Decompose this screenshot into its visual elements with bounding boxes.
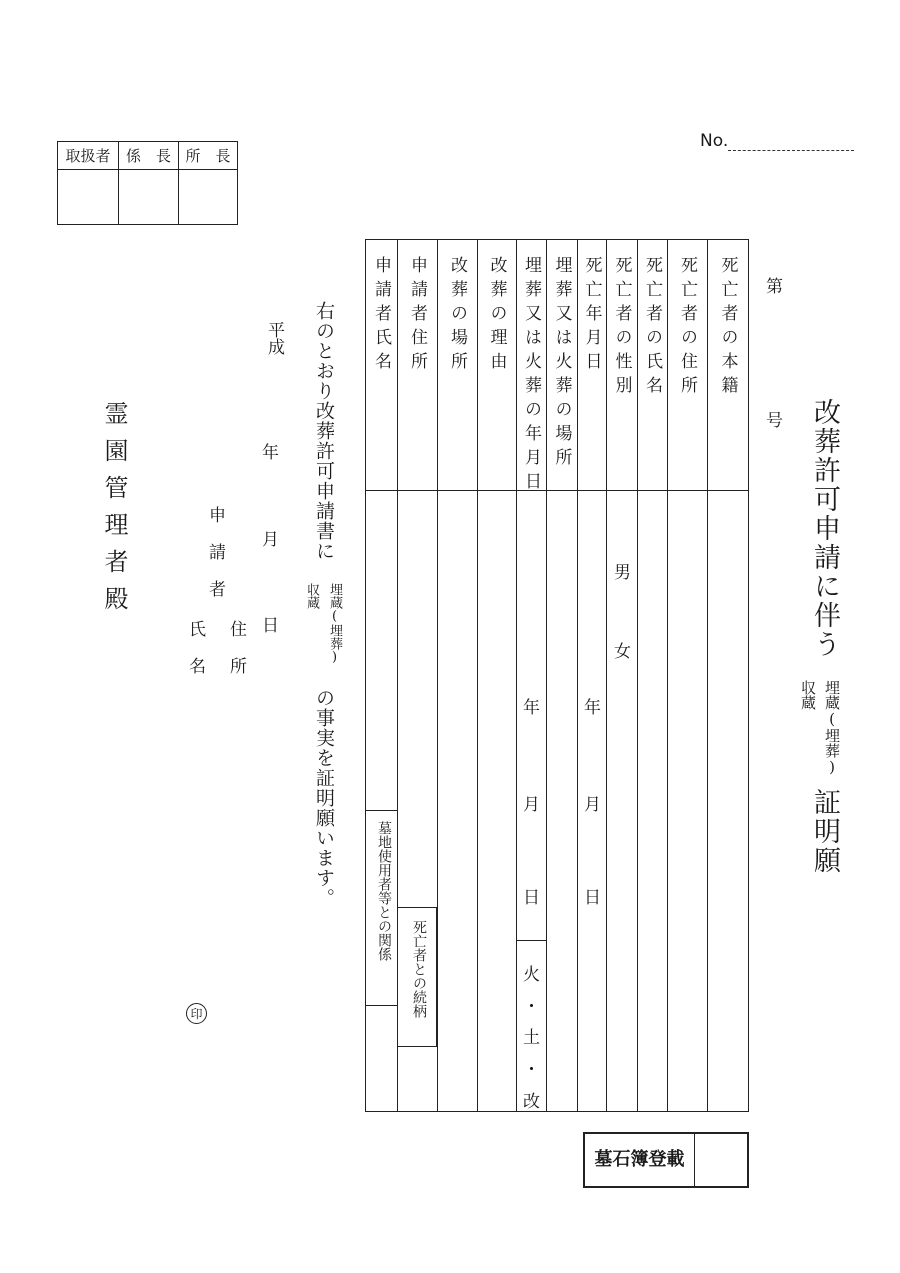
approval-header-chief: 係 長 — [119, 142, 179, 170]
title-option-top: 埋蔵(埋葬) — [823, 680, 841, 776]
column-deceased-address[interactable] — [667, 240, 707, 1111]
statement-option-bottom: 収蔵 — [304, 583, 319, 609]
column-death-date[interactable] — [577, 240, 606, 1111]
column-deceased-name[interactable] — [637, 240, 667, 1111]
column-label: 改葬の理由 — [486, 256, 507, 376]
date-year: 年 — [262, 443, 279, 463]
burial-method-dot: ・ — [523, 997, 540, 1017]
approval-header-handler: 取扱者 — [58, 142, 119, 170]
tombstone-register-field[interactable] — [695, 1134, 747, 1186]
sex-option-male[interactable]: 男 — [614, 563, 631, 583]
title-option-bottom: 収蔵 — [799, 680, 817, 710]
number-prefix: 第 — [766, 277, 783, 297]
number-suffix: 号 — [766, 411, 783, 431]
column-deceased-domicile[interactable] — [707, 240, 748, 1111]
column-label: 死亡年月日 — [581, 256, 602, 376]
seal-mark[interactable]: 印 — [186, 1003, 207, 1024]
column-label: 申請者住所 — [407, 256, 427, 376]
burial-method-fire[interactable]: 火 — [523, 965, 540, 985]
death-date-year: 年 — [584, 698, 601, 718]
date-month: 月 — [262, 530, 279, 550]
column-reburial-place[interactable] — [437, 240, 477, 1111]
death-date-month: 月 — [584, 795, 601, 815]
column-deceased-sex[interactable] — [606, 240, 637, 1111]
approval-header-director: 所 長 — [179, 142, 237, 170]
column-label: 申請者氏名 — [371, 256, 391, 376]
relation-to-deceased-label: 死亡者との続柄 — [411, 920, 427, 1018]
applicant-address-label: 住所 — [226, 620, 246, 694]
relation-to-grave-user-box[interactable] — [366, 810, 397, 1006]
statement-option-top: 埋蔵(埋葬) — [327, 583, 342, 665]
relation-to-grave-user-label: 墓地使用者等との関係 — [376, 821, 392, 961]
burial-method-dot: ・ — [523, 1060, 540, 1080]
burial-method-earth[interactable]: 土 — [523, 1028, 540, 1048]
column-label: 死亡者の住所 — [677, 256, 697, 400]
relation-to-deceased-box[interactable] — [397, 907, 437, 1047]
burial-date-year: 年 — [523, 698, 540, 718]
date-day: 日 — [262, 616, 279, 636]
death-date-day: 日 — [584, 888, 601, 908]
form-title: 改葬許可申請に伴う — [809, 398, 840, 659]
column-label: 死亡者の性別 — [611, 256, 632, 400]
column-label: 死亡者の本籍 — [717, 256, 738, 400]
approval-stamp-box — [57, 141, 238, 225]
burial-date-day: 日 — [523, 888, 540, 908]
column-label: 埋葬又は火葬の場所 — [551, 256, 572, 472]
column-label: 改葬の場所 — [447, 256, 467, 376]
tombstone-register-box — [583, 1132, 749, 1188]
approval-stamp-handler[interactable] — [58, 170, 119, 224]
applicant-label: 申請者 — [205, 506, 225, 617]
burial-method-reburial[interactable]: 改 — [523, 1092, 540, 1112]
applicant-name-label: 氏名 — [185, 620, 205, 694]
column-label: 埋葬又は火葬の年月日 — [521, 256, 541, 496]
form-number-label: No. — [700, 131, 729, 151]
date-era: 平成 — [264, 321, 284, 355]
tombstone-register-label: 墓石簿登載 — [585, 1134, 695, 1186]
column-reburial-reason[interactable] — [477, 240, 516, 1111]
burial-method-divider — [516, 940, 546, 941]
form-title-end: 証明願 — [809, 788, 840, 875]
burial-date-month: 月 — [523, 795, 540, 815]
sex-option-female[interactable]: 女 — [614, 642, 631, 662]
form-number-field[interactable] — [728, 150, 854, 151]
statement-before: 右のとおり改葬許可申請書に — [313, 301, 335, 561]
column-label: 死亡者の氏名 — [642, 256, 662, 400]
addressee: 霊園管理者殿 — [100, 401, 128, 623]
header-divider — [366, 490, 748, 491]
application-grid — [365, 239, 749, 1112]
statement-after: の事実を証明願います。 — [313, 688, 335, 908]
column-burial-date[interactable] — [516, 240, 546, 1111]
column-burial-place[interactable] — [546, 240, 577, 1111]
approval-stamp-chief[interactable] — [119, 170, 179, 224]
approval-stamp-director[interactable] — [179, 170, 237, 224]
